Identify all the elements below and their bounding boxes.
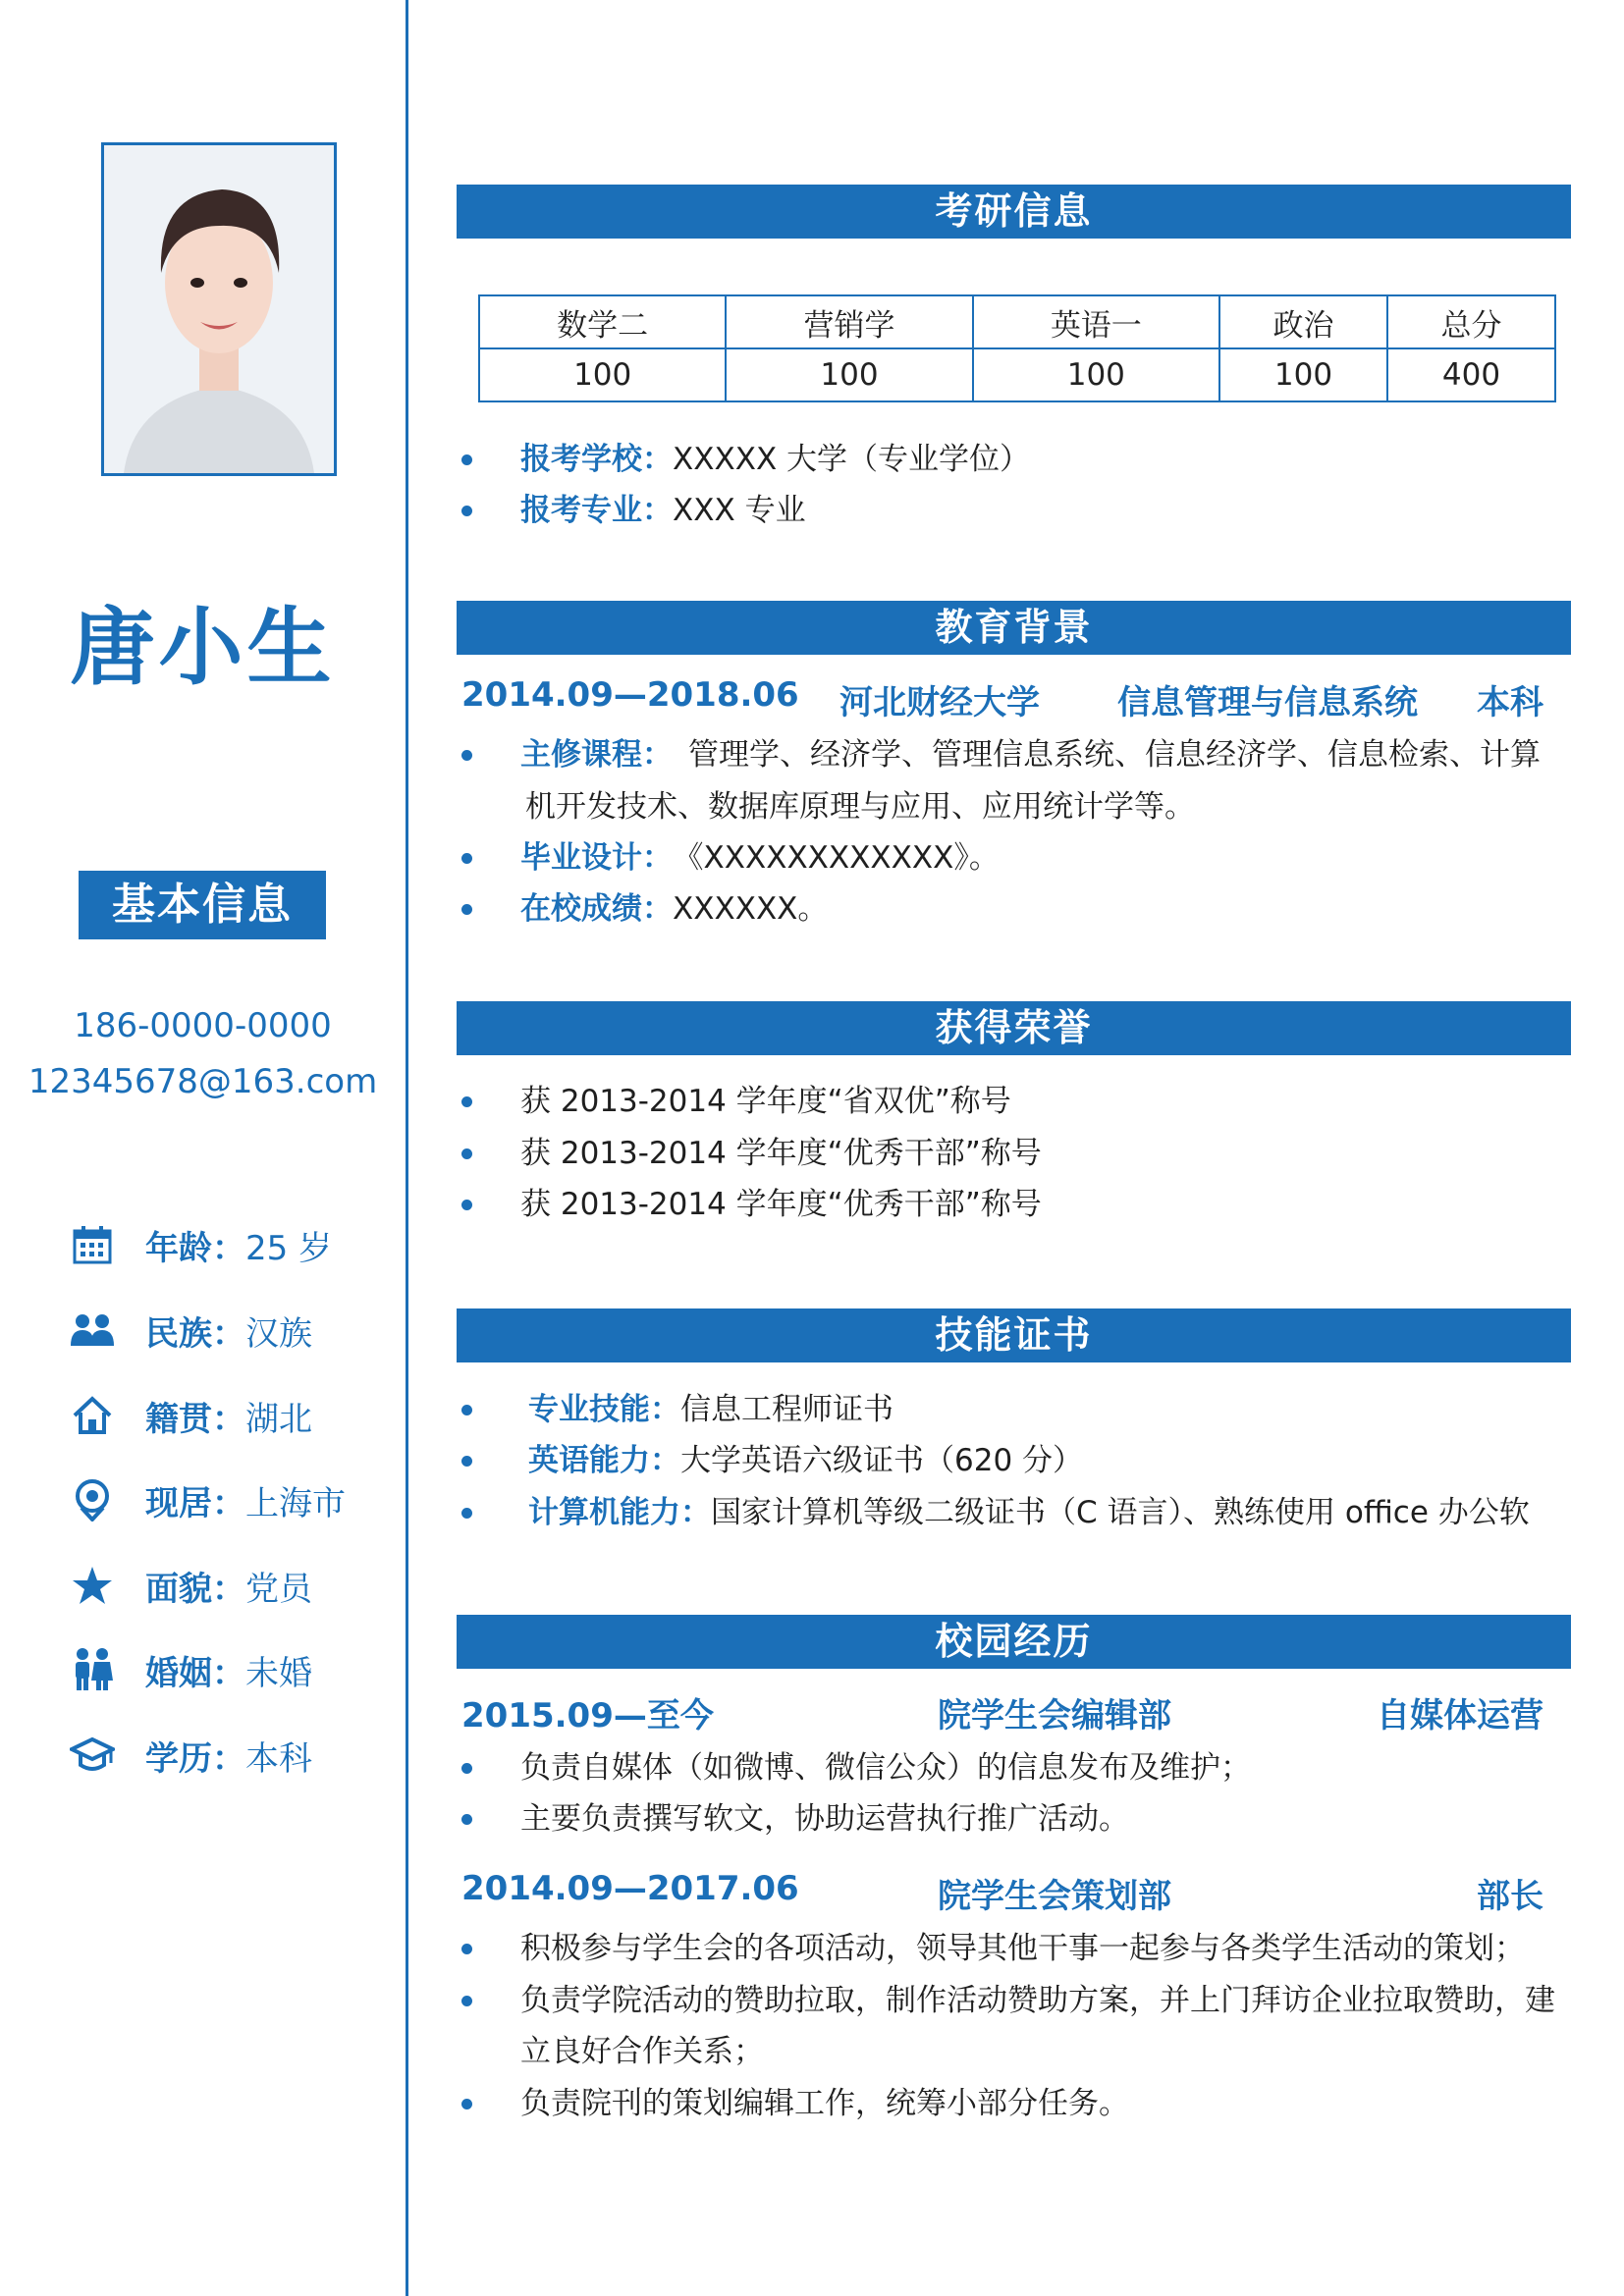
email-address: 12345678@163.com [27, 1062, 378, 1101]
item-text: 管理学、经济学、管理信息系统、信息经济学、信息检索、计算 [688, 737, 1541, 773]
item-text: 负责院刊的策划编辑工作，统筹小部分任务。 [520, 2086, 1129, 2121]
bullet-icon [461, 1763, 472, 1774]
education-header [461, 675, 1543, 726]
candidate-name: 唐小生 [70, 599, 336, 697]
item-label: 主修课程： [520, 737, 673, 773]
info-ethnicity [69, 1306, 312, 1355]
item-text: 获 2013-2014 学年度“优秀干部”称号 [520, 1187, 1042, 1222]
info-age [69, 1220, 332, 1269]
item-label: 报考学校： [520, 442, 673, 477]
education-period: 2014.09—2018.06 [461, 675, 799, 715]
item-text: 负责自媒体（如微博、微信公众）的信息发布及维护； [520, 1750, 1251, 1786]
table-header-row [479, 295, 1555, 348]
item-text: XXX 专业 [673, 493, 806, 528]
bullet-icon [461, 1405, 472, 1415]
info-label: 婚姻： [145, 1653, 245, 1693]
phone-number: 186-0000-0000 [74, 1006, 332, 1045]
info-value: 党员 [245, 1569, 312, 1609]
campus-org: 院学生会编辑部 [938, 1696, 1171, 1735]
info-marital-status [69, 1645, 312, 1694]
item-label: 专业技能： [528, 1392, 680, 1427]
info-label: 学历： [145, 1738, 245, 1779]
item-label: 在校成绩： [520, 891, 673, 927]
item-text: XXXXXX。 [673, 891, 829, 927]
table-header-cell: 政治 [1219, 295, 1387, 348]
info-value: 本科 [245, 1738, 312, 1779]
exam-score-table [478, 294, 1556, 402]
campus-org: 院学生会策划部 [938, 1877, 1171, 1916]
profile-photo [101, 142, 337, 476]
section-title-exam: 考研信息 [457, 185, 1571, 239]
campus-period: 2015.09—至今 [461, 1696, 714, 1735]
item-text: 《XXXXXXXXXXXX》。 [688, 840, 1000, 876]
bullet-icon [461, 1200, 472, 1210]
education-degree: 本科 [1477, 683, 1543, 722]
section-title-honors: 获得荣誉 [457, 1001, 1571, 1055]
info-value: 湖北 [245, 1399, 312, 1439]
bullet-icon [461, 853, 472, 864]
bullet-icon [461, 1508, 472, 1519]
item-label: 计算机能力： [528, 1495, 711, 1530]
info-residence [69, 1475, 346, 1524]
bullet-icon [461, 1944, 472, 1954]
education-school: 河北财经大学 [839, 683, 1040, 722]
courses-continued: 机开发技术、数据库原理与应用、应用统计学等。 [525, 789, 1195, 825]
item-text: XXXXX 大学（专业学位） [673, 442, 1031, 477]
bullet-icon [461, 904, 472, 915]
info-value: 未婚 [245, 1653, 312, 1693]
campus-role: 自媒体运营 [1377, 1696, 1543, 1735]
table-header-cell: 英语一 [973, 295, 1219, 348]
table-cell: 100 [479, 348, 726, 401]
item-label: 英语能力： [528, 1443, 680, 1478]
item-text: 主要负责撰写软文，协助运营执行推广活动。 [520, 1801, 1129, 1837]
graduation-cap-icon [69, 1732, 116, 1779]
calendar-icon [69, 1221, 116, 1268]
table-cell: 100 [726, 348, 972, 401]
basic-info-title: 基本信息 [79, 871, 326, 939]
person-portrait-icon [104, 145, 334, 473]
info-value: 汉族 [245, 1313, 312, 1354]
table-cell: 100 [1219, 348, 1387, 401]
bullet-icon [461, 750, 472, 761]
bullet-icon [461, 1814, 472, 1825]
bullet-icon [461, 506, 472, 516]
info-political-status [69, 1561, 312, 1610]
table-cell: 100 [973, 348, 1219, 401]
education-major: 信息管理与信息系统 [1117, 683, 1418, 722]
item-text: 信息工程师证书 [680, 1392, 893, 1427]
info-value: 25 岁 [245, 1228, 333, 1268]
item-label: 报考专业： [520, 493, 673, 528]
campus-role: 部长 [1477, 1877, 1543, 1916]
list-item-continued: 立良好合作关系； [520, 2034, 764, 2069]
item-text: 负责学院活动的赞助拉取，制作活动赞助方案，并上门拜访企业拉取赞助，建 [520, 1983, 1555, 2018]
section-title-campus: 校园经历 [457, 1615, 1571, 1669]
bullet-icon [461, 1996, 472, 2006]
info-education-level [69, 1731, 312, 1780]
table-header-cell: 数学二 [479, 295, 726, 348]
item-text: 国家计算机等级二级证书（C 语言）、熟练使用 office 办公软 [711, 1495, 1530, 1530]
campus-entry-header [461, 1869, 1543, 1920]
item-text: 大学英语六级证书（620 分） [680, 1443, 1084, 1478]
item-text: 积极参与学生会的各项活动，领导其他干事一起参与各类学生活动的策划； [520, 1931, 1525, 1966]
bullet-icon [461, 1456, 472, 1467]
table-header-cell: 总分 [1387, 295, 1555, 348]
table-cell: 400 [1387, 348, 1555, 401]
star-icon [69, 1562, 116, 1609]
info-hometown [69, 1391, 312, 1440]
people-icon [69, 1307, 116, 1354]
info-value: 上海市 [245, 1483, 346, 1523]
item-label: 毕业设计： [520, 840, 673, 876]
info-label: 现居： [145, 1483, 245, 1523]
table-header-cell: 营销学 [726, 295, 972, 348]
couple-icon [69, 1646, 116, 1693]
info-label: 民族： [145, 1313, 245, 1354]
section-title-skills: 技能证书 [457, 1308, 1571, 1362]
section-title-education: 教育背景 [457, 601, 1571, 655]
info-label: 年龄： [145, 1228, 245, 1268]
bullet-icon [461, 1148, 472, 1159]
home-icon [69, 1392, 116, 1439]
item-text: 获 2013-2014 学年度“省双优”称号 [520, 1084, 1011, 1119]
bullet-icon [461, 2099, 472, 2109]
location-icon [69, 1476, 116, 1523]
table-row [479, 348, 1555, 401]
campus-period: 2014.09—2017.06 [461, 1869, 799, 1908]
campus-entry-header [461, 1688, 1543, 1739]
bullet-icon [461, 1096, 472, 1107]
info-label: 籍贯： [145, 1399, 245, 1439]
info-label: 面貌： [145, 1569, 245, 1609]
column-divider [406, 0, 408, 2296]
bullet-icon [461, 454, 472, 465]
item-text: 获 2013-2014 学年度“优秀干部”称号 [520, 1136, 1042, 1171]
